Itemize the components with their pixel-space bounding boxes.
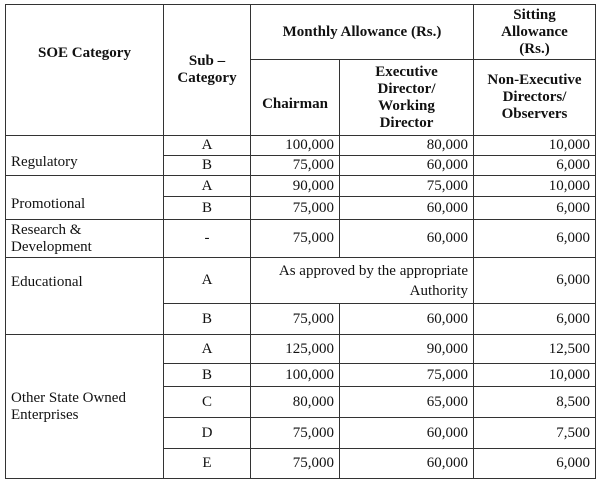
- sitting-cell: 8,500: [474, 387, 596, 418]
- chairman-cell: 75,000: [251, 449, 340, 479]
- header-sitting-allowance: Sitting Allowance (Rs.): [474, 5, 596, 60]
- sub-category-cell: A: [164, 176, 251, 197]
- category-cell: Regulatory: [6, 136, 164, 176]
- sitting-cell: 12,500: [474, 335, 596, 364]
- category-cell: Promotional: [6, 176, 164, 220]
- sitting-cell: 6,000: [474, 304, 596, 335]
- category-cell: Other State Owned Enterprises: [6, 335, 164, 479]
- executive-cell: 65,000: [340, 387, 474, 418]
- executive-cell: 60,000: [340, 418, 474, 449]
- executive-cell: 90,000: [340, 335, 474, 364]
- executive-cell: 80,000: [340, 136, 474, 156]
- category-cell: Research & Development: [6, 220, 164, 258]
- table-row: [6, 220, 596, 258]
- chairman-cell: 75,000: [251, 197, 340, 220]
- sub-category-cell: -: [164, 220, 251, 258]
- chairman-cell: 75,000: [251, 418, 340, 449]
- header-sub-category: Sub – Category: [164, 5, 251, 136]
- header-chairman: Chairman: [251, 60, 340, 136]
- sub-category-cell: A: [164, 258, 251, 304]
- sitting-cell: 6,000: [474, 156, 596, 176]
- sitting-cell: 6,000: [474, 449, 596, 479]
- approval-note-cell: As approved by the appropriate Authority: [251, 258, 474, 304]
- table-row: [6, 258, 596, 304]
- sitting-cell: 6,000: [474, 197, 596, 220]
- sub-category-cell: D: [164, 418, 251, 449]
- sub-category-cell: E: [164, 449, 251, 479]
- sub-category-cell: B: [164, 364, 251, 387]
- sitting-cell: 7,500: [474, 418, 596, 449]
- header-non-executive: Non-Executive Directors/ Observers: [474, 60, 596, 136]
- table-row: [6, 136, 596, 156]
- header-row-top: [6, 5, 596, 60]
- executive-cell: 75,000: [340, 364, 474, 387]
- sub-category-cell: B: [164, 304, 251, 335]
- header-monthly-allowance: Monthly Allowance (Rs.): [251, 5, 474, 60]
- sub-category-cell: A: [164, 136, 251, 156]
- chairman-cell: 80,000: [251, 387, 340, 418]
- table-row: [6, 176, 596, 197]
- allowance-table: [5, 4, 596, 479]
- executive-cell: 60,000: [340, 449, 474, 479]
- chairman-cell: 100,000: [251, 364, 340, 387]
- chairman-cell: 100,000: [251, 136, 340, 156]
- header-soe-category: SOE Category: [6, 5, 164, 136]
- executive-cell: 60,000: [340, 197, 474, 220]
- sub-category-cell: B: [164, 156, 251, 176]
- sub-category-cell: B: [164, 197, 251, 220]
- executive-cell: 60,000: [340, 220, 474, 258]
- chairman-cell: 75,000: [251, 220, 340, 258]
- sub-category-cell: C: [164, 387, 251, 418]
- sitting-cell: 10,000: [474, 176, 596, 197]
- chairman-cell: 90,000: [251, 176, 340, 197]
- sitting-cell: 10,000: [474, 364, 596, 387]
- executive-cell: 60,000: [340, 304, 474, 335]
- allowance-table-wrapper: [5, 4, 596, 479]
- table-row: [6, 335, 596, 364]
- sitting-cell: 6,000: [474, 220, 596, 258]
- sub-category-cell: A: [164, 335, 251, 364]
- sitting-cell: 10,000: [474, 136, 596, 156]
- chairman-cell: 75,000: [251, 156, 340, 176]
- chairman-cell: 75,000: [251, 304, 340, 335]
- sitting-cell: 6,000: [474, 258, 596, 304]
- executive-cell: 60,000: [340, 156, 474, 176]
- header-executive-director: Executive Director/ Working Director: [340, 60, 474, 136]
- chairman-cell: 125,000: [251, 335, 340, 364]
- category-cell: Educational: [6, 258, 164, 335]
- executive-cell: 75,000: [340, 176, 474, 197]
